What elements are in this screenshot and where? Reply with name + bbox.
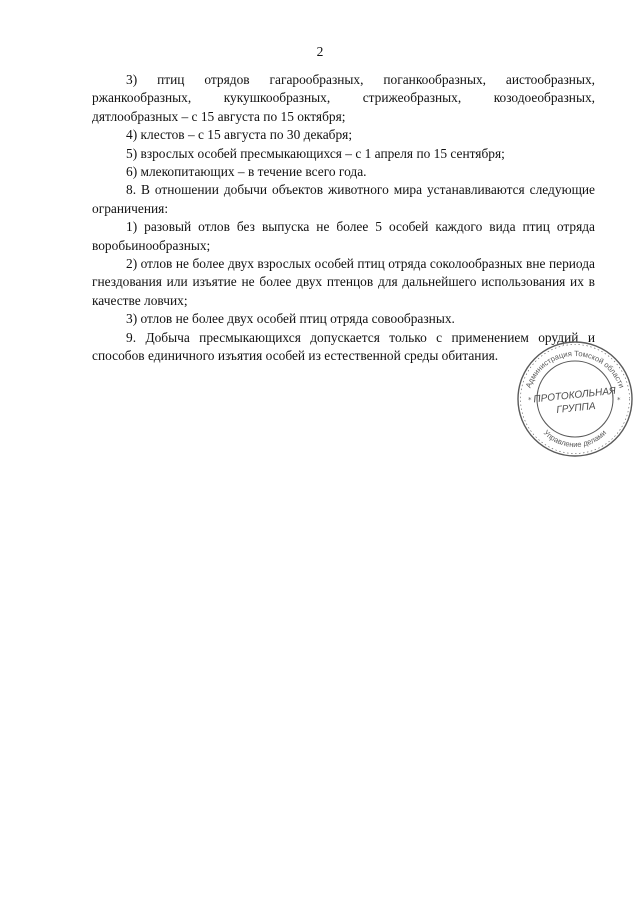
official-stamp [514, 339, 636, 457]
stamp-center-line1: ПРОТОКОЛЬНАЯ [532, 385, 617, 406]
paragraph: 3) отлов не более двух особей птиц отряда совообразных. [126, 311, 455, 327]
svg-text:*: * [528, 396, 532, 404]
document-body [92, 71, 595, 366]
paragraph: 2) отлов не более двух взрослых особей птиц отряда соколообразных вне периода гнездования или изъятие не более двух птенцов для дальнейшего использования их в качестве ловчих; [92, 256, 595, 308]
page-number: 2 [316, 44, 324, 59]
svg-text:*: * [617, 396, 621, 404]
paragraph: 3) птиц отрядов гагарообразных, поганкообразных, аистообразных, ржанкообразных, кукушкообразных, стрижеобразных, козодоеобразных, дятлообразных – с 15 августа по 15 октября; [92, 72, 595, 124]
paragraph: 9. Добыча пресмыкающихся допускается только с применением орудий и способов единичного изъятия особей из естественной среды обитания. [92, 329, 595, 364]
paragraph: 4) клестов – с 15 августа по 30 декабря; [126, 127, 353, 143]
paragraph: 1) разовый отлов без выпуска не более 5 особей каждого вида птиц отряда воробьинообразных; [92, 219, 595, 253]
stamp-center-line2: ГРУППА [555, 400, 597, 416]
stamp-ring-text-bottom: Управление делами [541, 428, 609, 450]
paragraph: 5) взрослых особей пресмыкающихся – с 1 апреля по 15 сентября; [126, 145, 505, 161]
stamp-ring-text-top: Администрация Томской области [523, 348, 627, 390]
paragraph: 8. В отношении добычи объектов животного мира устанавливаются следующие ограничения: [92, 182, 595, 216]
paragraph: 6) млекопитающих – в течение всего года. [126, 164, 367, 180]
